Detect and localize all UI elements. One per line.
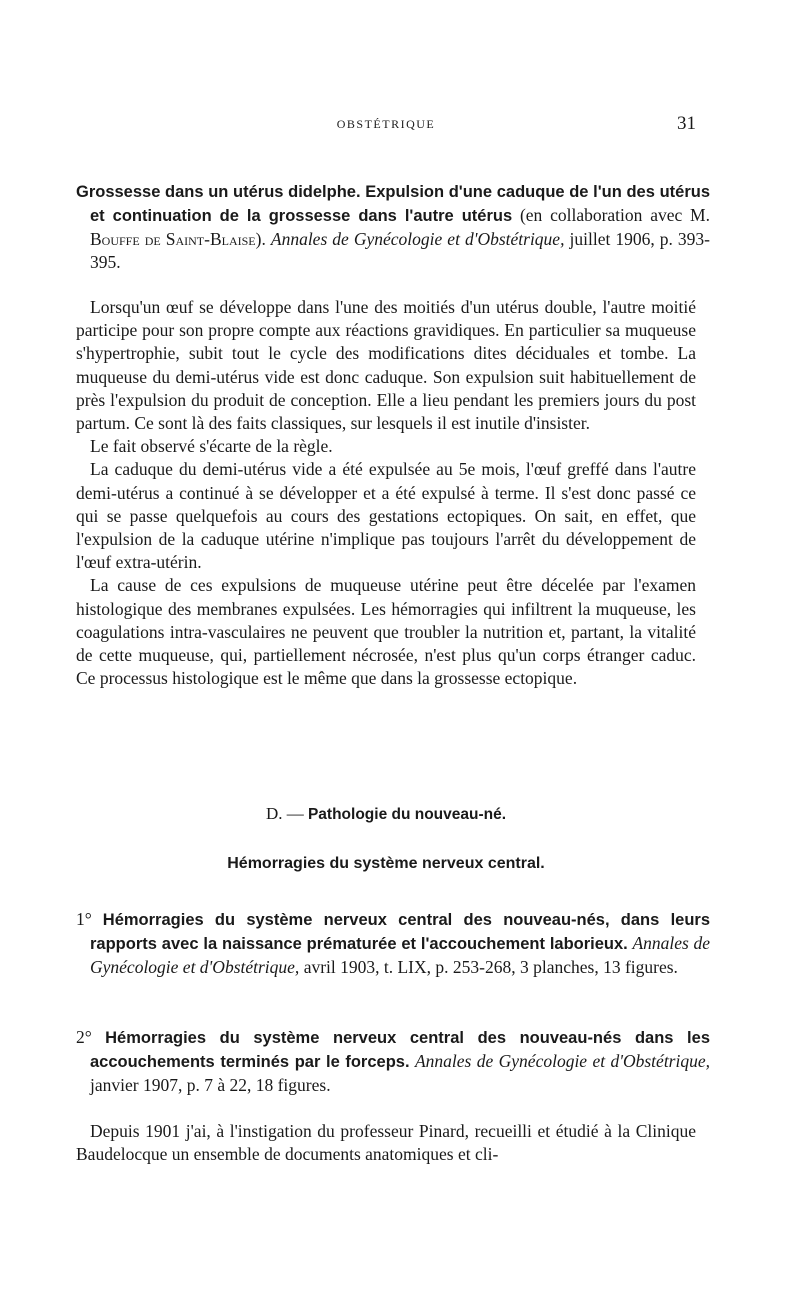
paragraph: Le fait observé s'écarte de la règle. (90, 436, 333, 457)
entry-title: Hémorragies du système nerveux central des nouveau-nés, dans leurs rapports avec la naissance prématurée et l'accouchement laborieux. (90, 911, 711, 953)
bibliography-entry-2 (76, 908, 710, 979)
bibliography-entry-1 (76, 180, 710, 274)
subsection-heading: Hémorragies du système nerveux central. (227, 855, 545, 872)
body-text-2 (76, 1120, 696, 1166)
body-text-1 (76, 296, 696, 690)
entry-title: Grossesse dans un utérus didelphe. Expulsion d'une caduque de l'un des utérus et continuation de la grossesse dans l'autre utérus (76, 183, 710, 225)
section-title: Pathologie du nouveau-né. (307, 806, 507, 823)
publication-details: juillet 1906, p. 393-395. (90, 229, 710, 272)
publication-details: janvier 1907, p. 7 à 22, 18 figures. (90, 1075, 331, 1095)
collaborator-name: Bouffe de Saint-Blaise (90, 229, 256, 249)
bibliography-entry-3 (76, 1026, 710, 1097)
entry-title: Hémorragies du système nerveux central des nouveau-nés dans les accouchements terminés par le forceps. (90, 1029, 710, 1071)
section-heading (76, 804, 696, 824)
collaboration-suffix: ). (255, 229, 266, 249)
paragraph: Depuis 1901 j'ai, à l'instigation du professeur Pinard, recueilli et étudié à la Clinique Baudelocque un ensemble de documents anatomiques et cli- (76, 1121, 696, 1165)
journal-name: Annales de Gynécologie et d'Obstétrique, (270, 229, 565, 249)
entry-number: 2° (76, 1027, 92, 1047)
paragraph: Lorsqu'un œuf se développe dans l'une des moitiés d'un utérus double, l'autre moitié participe pour son propre compte aux réactions gravidiques. En particulier sa muqueuse s'hypertrophie, subit tout le cycle des modifications dites déciduales et tombe. La muqueuse du demi-utérus vide est donc caduque. Son expulsion suit habituellement de près l'expulsion du produit de conception. Elle a lieu pendant les premiers jours du post partum. Ce sont là des faits classiques, sur lesquels il est inutile d'insister. (76, 297, 696, 434)
section-prefix: D. — (265, 804, 304, 823)
publication-details: avril 1903, t. LIX, p. 253-268, 3 planches, 13 figures. (303, 957, 678, 977)
journal-name: Annales de Gynécologie et d'Obstétrique, (90, 933, 710, 977)
paragraph: La caduque du demi-utérus vide a été expulsée au 5e mois, l'œuf greffé dans l'autre demi-utérus a continué à se développer et a été expulsé à terme. Il s'est donc passé ce qui se passe quelquefois au cours des gestations ectopiques. On sait, en effet, que l'expulsion de la caduque utérine n'implique pas toujours l'arrêt du développement de l'œuf extra-utérin. (76, 459, 696, 573)
paragraph: La cause de ces expulsions de muqueuse utérine peut être décelée par l'examen histologique des membranes expulsées. Les hémorragies qui infiltrent la muqueuse, les coagulations intra-vasculaires ne peuvent que troubler la nutrition et, partant, la vitalité de cette muqueuse, qui, partiellement nécrosée, n'est plus qu'un corps étranger caduc. Ce processus histologique est le même que dans la grossesse ectopique. (76, 575, 696, 689)
entry-number: 1° (76, 909, 92, 929)
collaboration-prefix: (en collaboration avec M. (519, 205, 710, 225)
journal-name: Annales de Gynécologie et d'Obstétrique, (414, 1051, 710, 1071)
running-title: OBSTÉTRIQUE (336, 117, 436, 131)
page-number: 31 (677, 113, 696, 134)
